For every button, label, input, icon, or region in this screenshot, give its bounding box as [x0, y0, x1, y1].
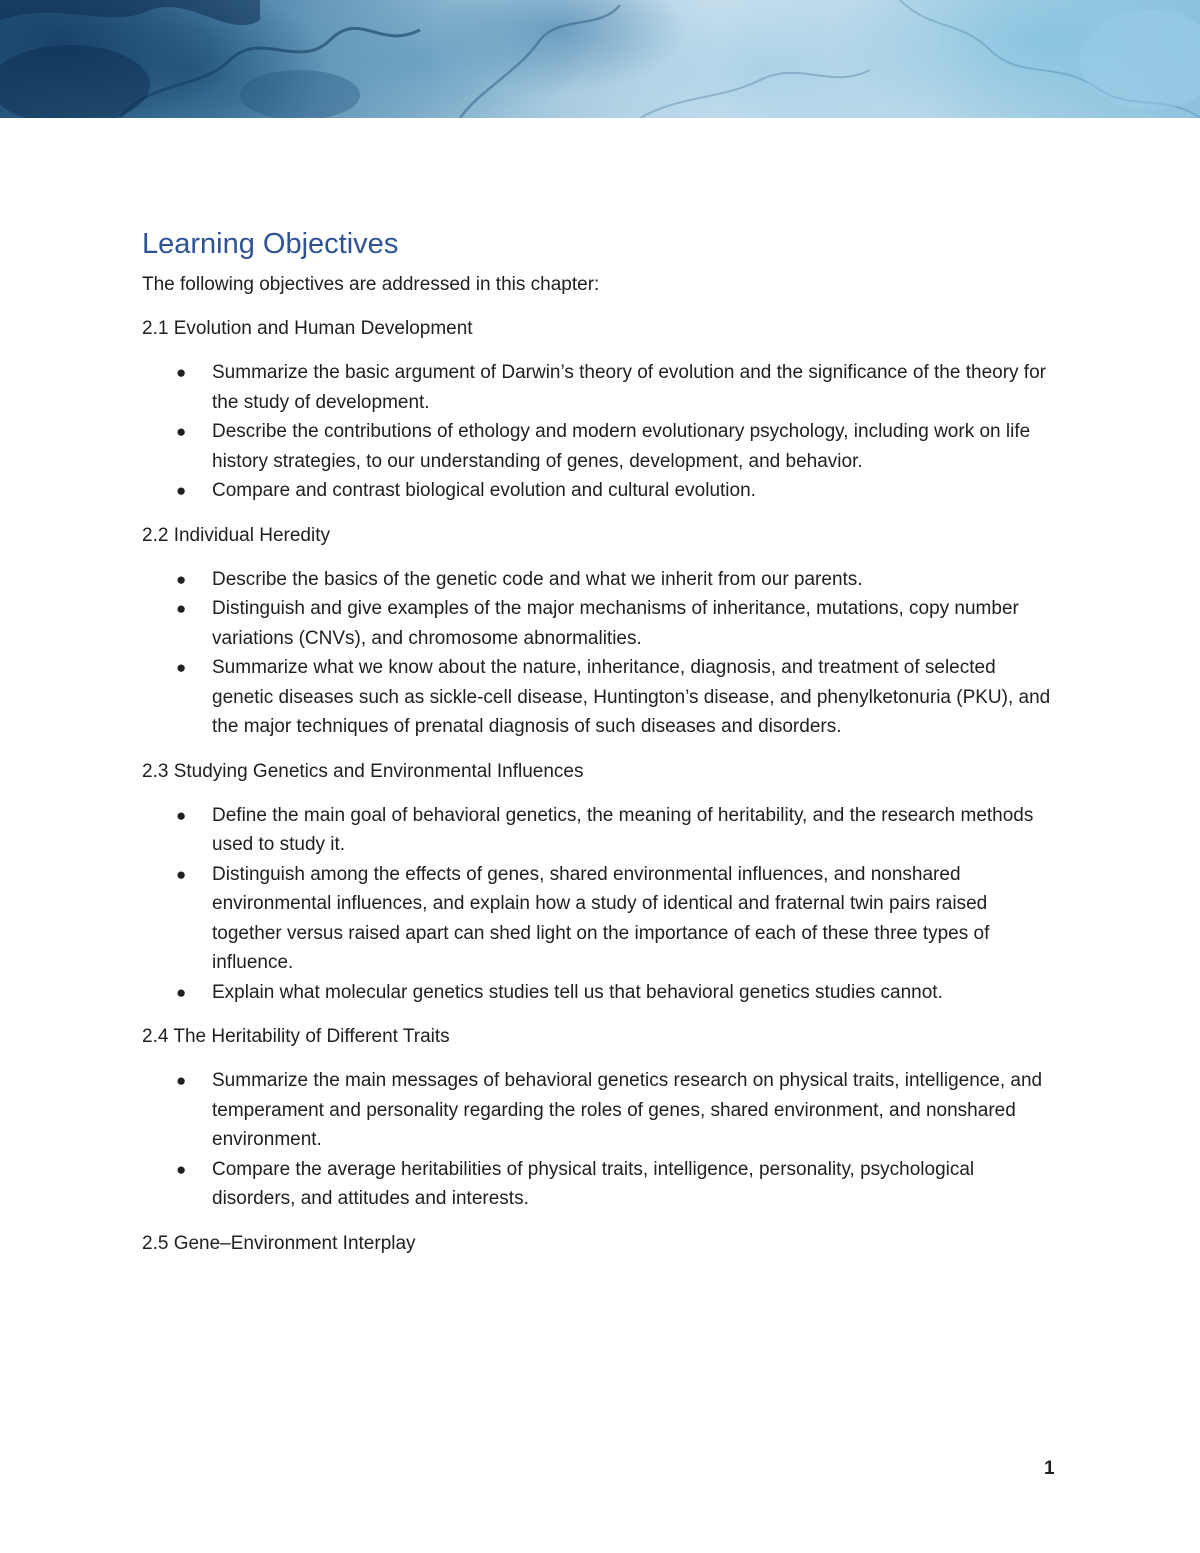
objective-text: Define the main goal of behavioral genetics, the meaning of heritability, and the research methods used to study it. [212, 804, 1034, 855]
bullet-icon: ● [176, 1159, 187, 1179]
objective-text: Describe the basics of the genetic code and what we inherit from our parents. [212, 568, 863, 590]
page-number: 1 [1044, 1458, 1055, 1479]
section-heading: 2.3 Studying Genetics and Environmental Influences [142, 760, 584, 782]
list-item [142, 978, 1062, 1008]
header-banner [0, 0, 1200, 118]
list-item [142, 1155, 1062, 1214]
list-item [142, 358, 1062, 417]
objective-text: Summarize the main messages of behavioral genetics research on physical traits, intelligence, and temperament and personality regarding the roles of genes, shared environment, and nonshared environment. [212, 1070, 1043, 1150]
list-item [142, 1066, 1062, 1155]
objective-text: Summarize what we know about the nature, inheritance, diagnosis, and treatment of selected genetic diseases such as sickle-cell disease, Huntington’s disease, and phenylketonuria (PKU), and the major techniques of prenatal diagnosis of such diseases and disorders. [212, 657, 1051, 737]
learning-objectives-content [142, 226, 1062, 1273]
bullet-icon: ● [176, 481, 187, 500]
bullet-icon: ● [176, 422, 187, 441]
section-heading: 2.2 Individual Heredity [142, 524, 330, 546]
intro-text: The following objectives are addressed in this chapter: [142, 274, 600, 295]
page-title: Learning Objectives [142, 228, 399, 260]
objective-text: Explain what molecular genetics studies tell us that behavioral genetics studies cannot. [212, 981, 943, 1003]
list-item [142, 860, 1062, 978]
bullet-icon: ● [176, 1071, 187, 1090]
list-item [142, 417, 1062, 476]
objective-text: Distinguish among the effects of genes, shared environmental influences, and nonshared environmental influences, and explain how a study of identical and fraternal twin pairs raised together versus raised apart can shed light on the importance of each of these three types of influence. [212, 863, 990, 973]
objective-list [142, 801, 1062, 1008]
bullet-icon: ● [176, 982, 187, 1002]
bullet-icon: ● [176, 569, 187, 589]
list-item [142, 565, 1062, 595]
list-item [142, 801, 1062, 860]
objective-text: Describe the contributions of ethology and modern evolutionary psychology, including work on life history strategies, to our understanding of genes, development, and behavior. [212, 421, 1031, 472]
bullet-icon: ● [176, 864, 187, 884]
section-heading: 2.5 Gene–Environment Interplay [142, 1232, 416, 1254]
objective-list [142, 565, 1062, 742]
watercolor-texture [0, 0, 1200, 118]
objective-text: Distinguish and give examples of the major mechanisms of inheritance, mutations, copy number variations (CNVs), and chromosome abnormalities. [212, 598, 1019, 649]
objective-list [142, 1066, 1062, 1214]
section-heading: 2.1 Evolution and Human Development [142, 318, 473, 339]
objective-text: Compare the average heritabilities of physical traits, intelligence, personality, psychological disorders, and attitudes and interests. [212, 1158, 975, 1209]
bullet-icon: ● [176, 805, 187, 825]
objective-list [142, 358, 1062, 506]
list-item [142, 653, 1062, 742]
bullet-icon: ● [176, 658, 187, 677]
bullet-icon: ● [176, 363, 187, 382]
bullet-icon: ● [176, 599, 187, 618]
objective-text: Summarize the basic argument of Darwin’s theory of evolution and the significance of the theory for the study of development. [212, 362, 1046, 413]
list-item [142, 594, 1062, 653]
list-item [142, 476, 1062, 506]
section-heading: 2.4 The Heritability of Different Traits [142, 1026, 450, 1047]
objective-text: Compare and contrast biological evolution and cultural evolution. [212, 480, 756, 501]
